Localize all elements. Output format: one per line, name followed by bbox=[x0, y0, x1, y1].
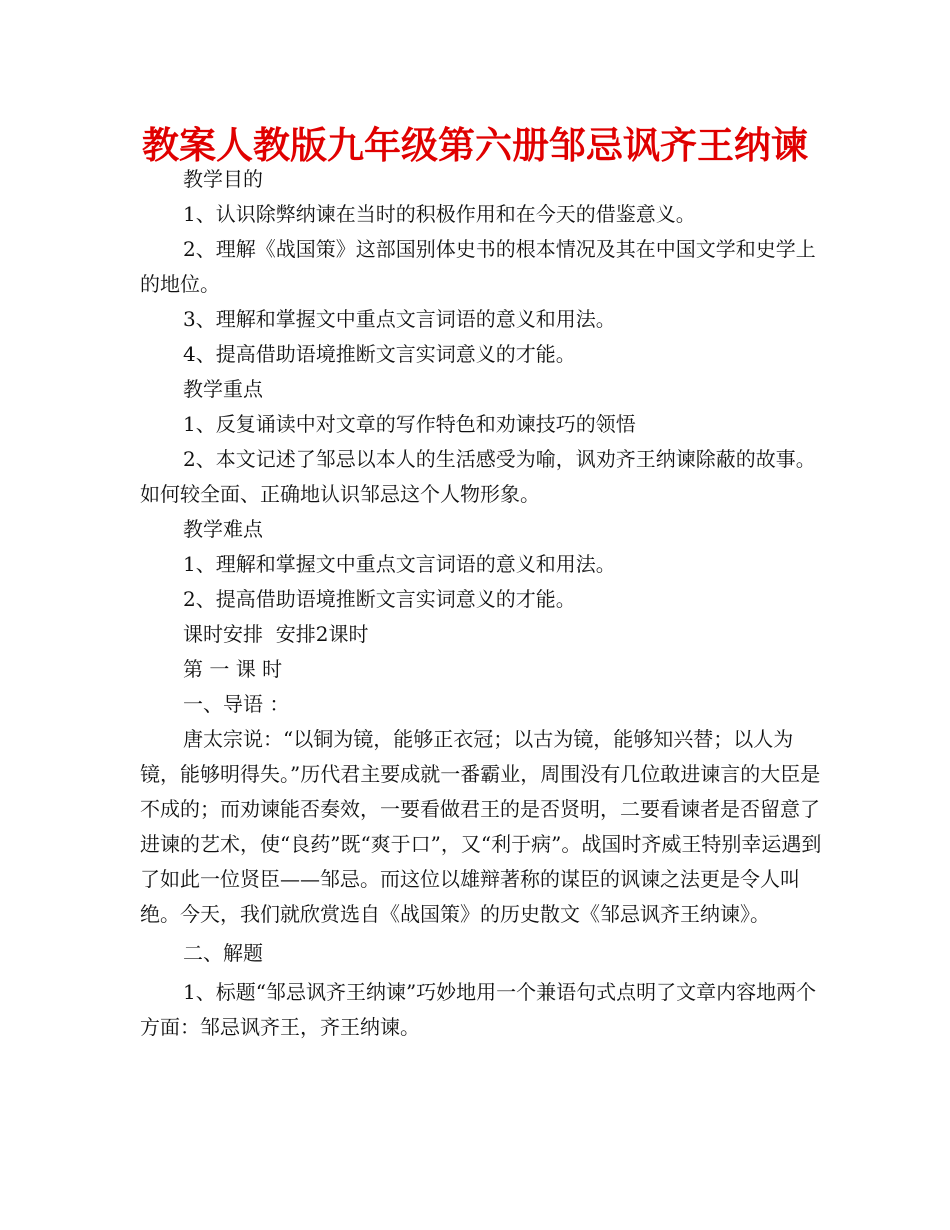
focus-item-2: 2、本文记述了邹忌以本人的生活感受为喻，讽劝齐王纳谏除蔽的故事。如何较全面、正确地认识邹忌这个人物形象。 bbox=[140, 447, 816, 506]
lesson-one-heading: 第 一 课 时 bbox=[183, 657, 283, 681]
objective-item-4: 4、提高借助语境推断文言实词意义的才能。 bbox=[183, 342, 576, 366]
heading-teaching-focus: 教学重点 bbox=[183, 377, 263, 401]
section-introduction-heading: 一、导语 ： bbox=[183, 692, 290, 716]
difficulty-item-1: 1、理解和掌握文中重点文言词语的意义和用法。 bbox=[183, 552, 616, 576]
title-analysis-item-1: 1、标题“邹忌讽齐王纳谏”巧妙地用一个兼语句式点明了文章内容地两个方面：邹忌讽齐王，齐王纳谏。 bbox=[140, 980, 817, 1039]
objective-item-3: 3、理解和掌握文中重点文言词语的意义和用法。 bbox=[183, 307, 616, 331]
objective-item-2: 2、理解《战国策》这部国别体史书的根本情况及其在中国文学和史学上的地位。 bbox=[140, 237, 816, 296]
objective-item-1: 1、认识除弊纳谏在当时的积极作用和在今天的借鉴意义。 bbox=[183, 202, 696, 226]
section-title-analysis-heading: 二、解题 bbox=[183, 941, 263, 965]
introduction-paragraph: 唐太宗说：“以铜为镜，能够正衣冠；以古为镜，能够知兴替；以人为镜，能够明得失。”历代君主要成就一番霸业，周围没有几位敢进谏言的大臣是不成的；而劝谏能否奏效，一要看做君王的是否贤明，二要看谏者是否留意了进谏的艺术，使“良药”既“爽于口”，又“利于病”。战国时齐威王特别幸运遇到了如此一位贤臣——邹忌。而这位以雄辩著称的谋臣的讽谏之法更是令人叫绝。今天，我们就欣赏选自《战国策》的历史散文《邹忌讽齐王纳谏》。 bbox=[140, 727, 822, 926]
schedule-line: 课时安排 安排2课时 bbox=[183, 622, 369, 646]
heading-teaching-difficulties: 教学难点 bbox=[183, 517, 263, 541]
document-body bbox=[140, 162, 830, 1045]
heading-teaching-objectives: 教学目的 bbox=[183, 167, 263, 191]
focus-item-1: 1、反复诵读中对文章的写作特色和劝谏技巧的领悟 bbox=[183, 412, 636, 436]
difficulty-item-2: 2、提高借助语境推断文言实词意义的才能。 bbox=[183, 587, 576, 611]
document-title: 教案人教版九年级第六册邹忌讽齐王纳谏 bbox=[142, 124, 808, 167]
